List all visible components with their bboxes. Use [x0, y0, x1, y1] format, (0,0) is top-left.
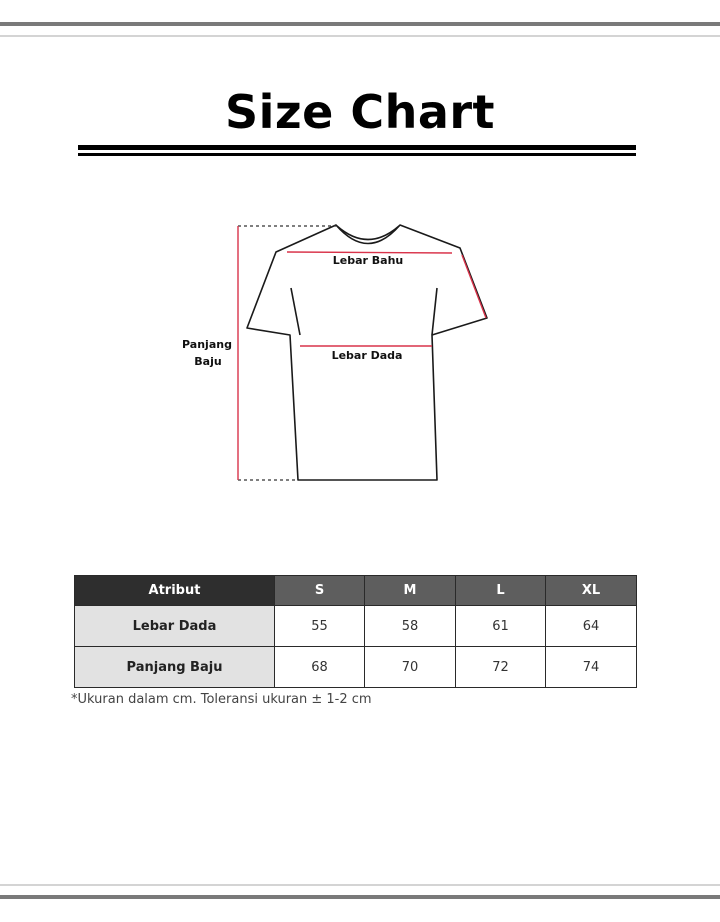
cell-chest-xl: 64 — [546, 606, 637, 647]
header-size-l: L — [456, 576, 546, 606]
cell-chest-s: 55 — [275, 606, 365, 647]
table-header-row — [75, 576, 637, 606]
row-label-chest: Lebar Dada — [75, 606, 275, 647]
page-title: Size Chart — [224, 85, 496, 139]
cell-length-s: 68 — [275, 647, 365, 688]
cell-chest-l: 61 — [456, 606, 546, 647]
header-size-s: S — [275, 576, 365, 606]
shoulder-label: Lebar Bahu — [332, 254, 404, 267]
table-row — [75, 647, 637, 688]
cell-length-m: 70 — [365, 647, 456, 688]
size-note: *Ukuran dalam cm. Toleransi ukuran ± 1-2 cm — [71, 692, 372, 707]
header-size-xl: XL — [546, 576, 637, 606]
row-label-length: Panjang Baju — [75, 647, 275, 688]
size-table — [74, 575, 637, 688]
bottom-border-thick — [0, 895, 720, 899]
table-row — [75, 606, 637, 647]
chest-label: Lebar Dada — [331, 349, 403, 362]
header-size-m: M — [365, 576, 456, 606]
header-attribute: Atribut — [75, 576, 275, 606]
length-measure — [238, 226, 336, 480]
cell-length-xl: 74 — [546, 647, 637, 688]
cell-length-l: 72 — [456, 647, 546, 688]
length-label-line2: Baju — [194, 355, 222, 368]
bottom-border-thin — [0, 884, 720, 886]
sleeve-measure-line — [462, 255, 486, 318]
shoulder-measure-line — [287, 252, 452, 253]
cell-chest-m: 58 — [365, 606, 456, 647]
length-label-line1: Panjang — [182, 338, 232, 351]
